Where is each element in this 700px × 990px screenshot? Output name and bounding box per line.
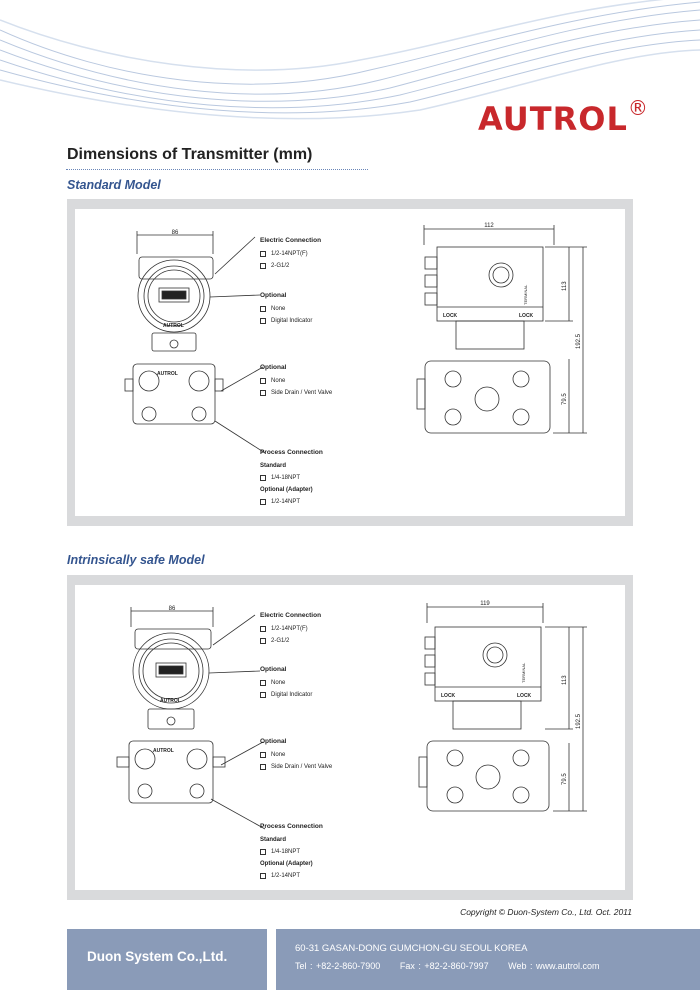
checkbox	[260, 626, 266, 632]
checkbox	[260, 378, 266, 384]
callout-optional-valve: Optional None Side Drain / Vent Valve	[260, 364, 333, 396]
brand-logo: AUTROL®	[478, 96, 649, 138]
lock-label-right: LOCK	[519, 313, 534, 319]
company-address: 60-31 GASAN-DONG GUMCHON-GU SEOUL KOREA	[295, 943, 528, 954]
checkbox	[260, 318, 266, 324]
checkbox	[260, 680, 266, 686]
dim-width-side: 119	[480, 601, 490, 607]
contact-line	[295, 961, 616, 971]
telephone: Tel : +82-2-860-7900	[295, 961, 381, 971]
dim-width-front: 86	[168, 606, 176, 612]
dim-height-body: 79.5	[562, 393, 568, 405]
dim-width-side: 112	[484, 223, 494, 229]
intrinsically-safe-model-panel	[67, 575, 633, 900]
dim-height-head: 113	[562, 281, 568, 291]
callout-electric-connection: Electric Connection 1/2-14NPT(F) 2-G1/2	[260, 612, 322, 644]
callout-electric-connection: Electric Connection 1/2-14NPT(F) 2-G1/2	[260, 237, 322, 269]
body-logo-label: AUTROL	[157, 371, 178, 377]
checkbox	[260, 306, 266, 312]
website-link[interactable]: Web : www.autrol.com	[508, 961, 600, 971]
checkbox	[260, 764, 266, 770]
lock-label-right: LOCK	[517, 693, 532, 699]
dim-height-total: 192.5	[576, 333, 582, 349]
indicator-logo-label: AUTROL	[160, 698, 181, 704]
fax: Fax : +82-2-860-7997	[399, 961, 489, 971]
title-divider	[66, 169, 368, 170]
footer-contact-block	[276, 929, 700, 990]
page-title: Dimensions of Transmitter (mm)	[67, 146, 313, 163]
lock-label-left: LOCK	[441, 693, 456, 699]
intrinsically-safe-model-drawing	[75, 585, 625, 890]
terminal-label: TERMINAL	[521, 662, 526, 683]
checkbox	[260, 475, 266, 481]
body-logo-label: AUTROL	[153, 748, 174, 754]
callout-optional-valve: Optional None Side Drain / Vent Valve	[260, 738, 333, 770]
callout-process-connection: Process Connection Standard 1/4-18NPT Optional (Adapter) 1/2-14NPT	[260, 449, 323, 505]
callout-optional-indicator: Optional None Digital Indicator	[260, 292, 313, 324]
dim-height-total: 192.5	[576, 713, 582, 729]
standard-model-panel	[67, 199, 633, 526]
checkbox	[260, 390, 266, 396]
checkbox	[260, 638, 266, 644]
checkbox	[260, 752, 266, 758]
lock-label-left: LOCK	[443, 313, 458, 319]
checkbox	[260, 692, 266, 698]
section-title-standard: Standard Model	[67, 178, 161, 192]
callout-optional-indicator: Optional None Digital Indicator	[260, 666, 313, 698]
indicator-logo-label: AUTROL	[163, 323, 184, 329]
checkbox	[260, 499, 266, 505]
dim-height-head: 113	[562, 675, 568, 685]
section-title-intrinsically-safe: Intrinsically safe Model	[67, 553, 205, 567]
standard-model-drawing-area	[75, 209, 625, 516]
checkbox	[260, 849, 266, 855]
checkbox	[260, 873, 266, 879]
intrinsically-safe-drawing-area	[75, 585, 625, 890]
dim-width-front: 86	[171, 230, 179, 236]
copyright-notice: Copyright © Duon-System Co., Ltd. Oct. 2011	[460, 907, 632, 917]
callout-process-connection: Process Connection Standard 1/4-18NPT Optional (Adapter) 1/2-14NPT	[260, 823, 323, 879]
standard-model-drawing	[75, 209, 625, 516]
terminal-label: TERMINAL	[523, 284, 528, 305]
dim-height-body: 79.5	[562, 773, 568, 785]
checkbox	[260, 263, 266, 269]
checkbox	[260, 251, 266, 257]
company-name: Duon System Co.,Ltd.	[87, 949, 228, 964]
footer-company-block	[67, 929, 267, 990]
